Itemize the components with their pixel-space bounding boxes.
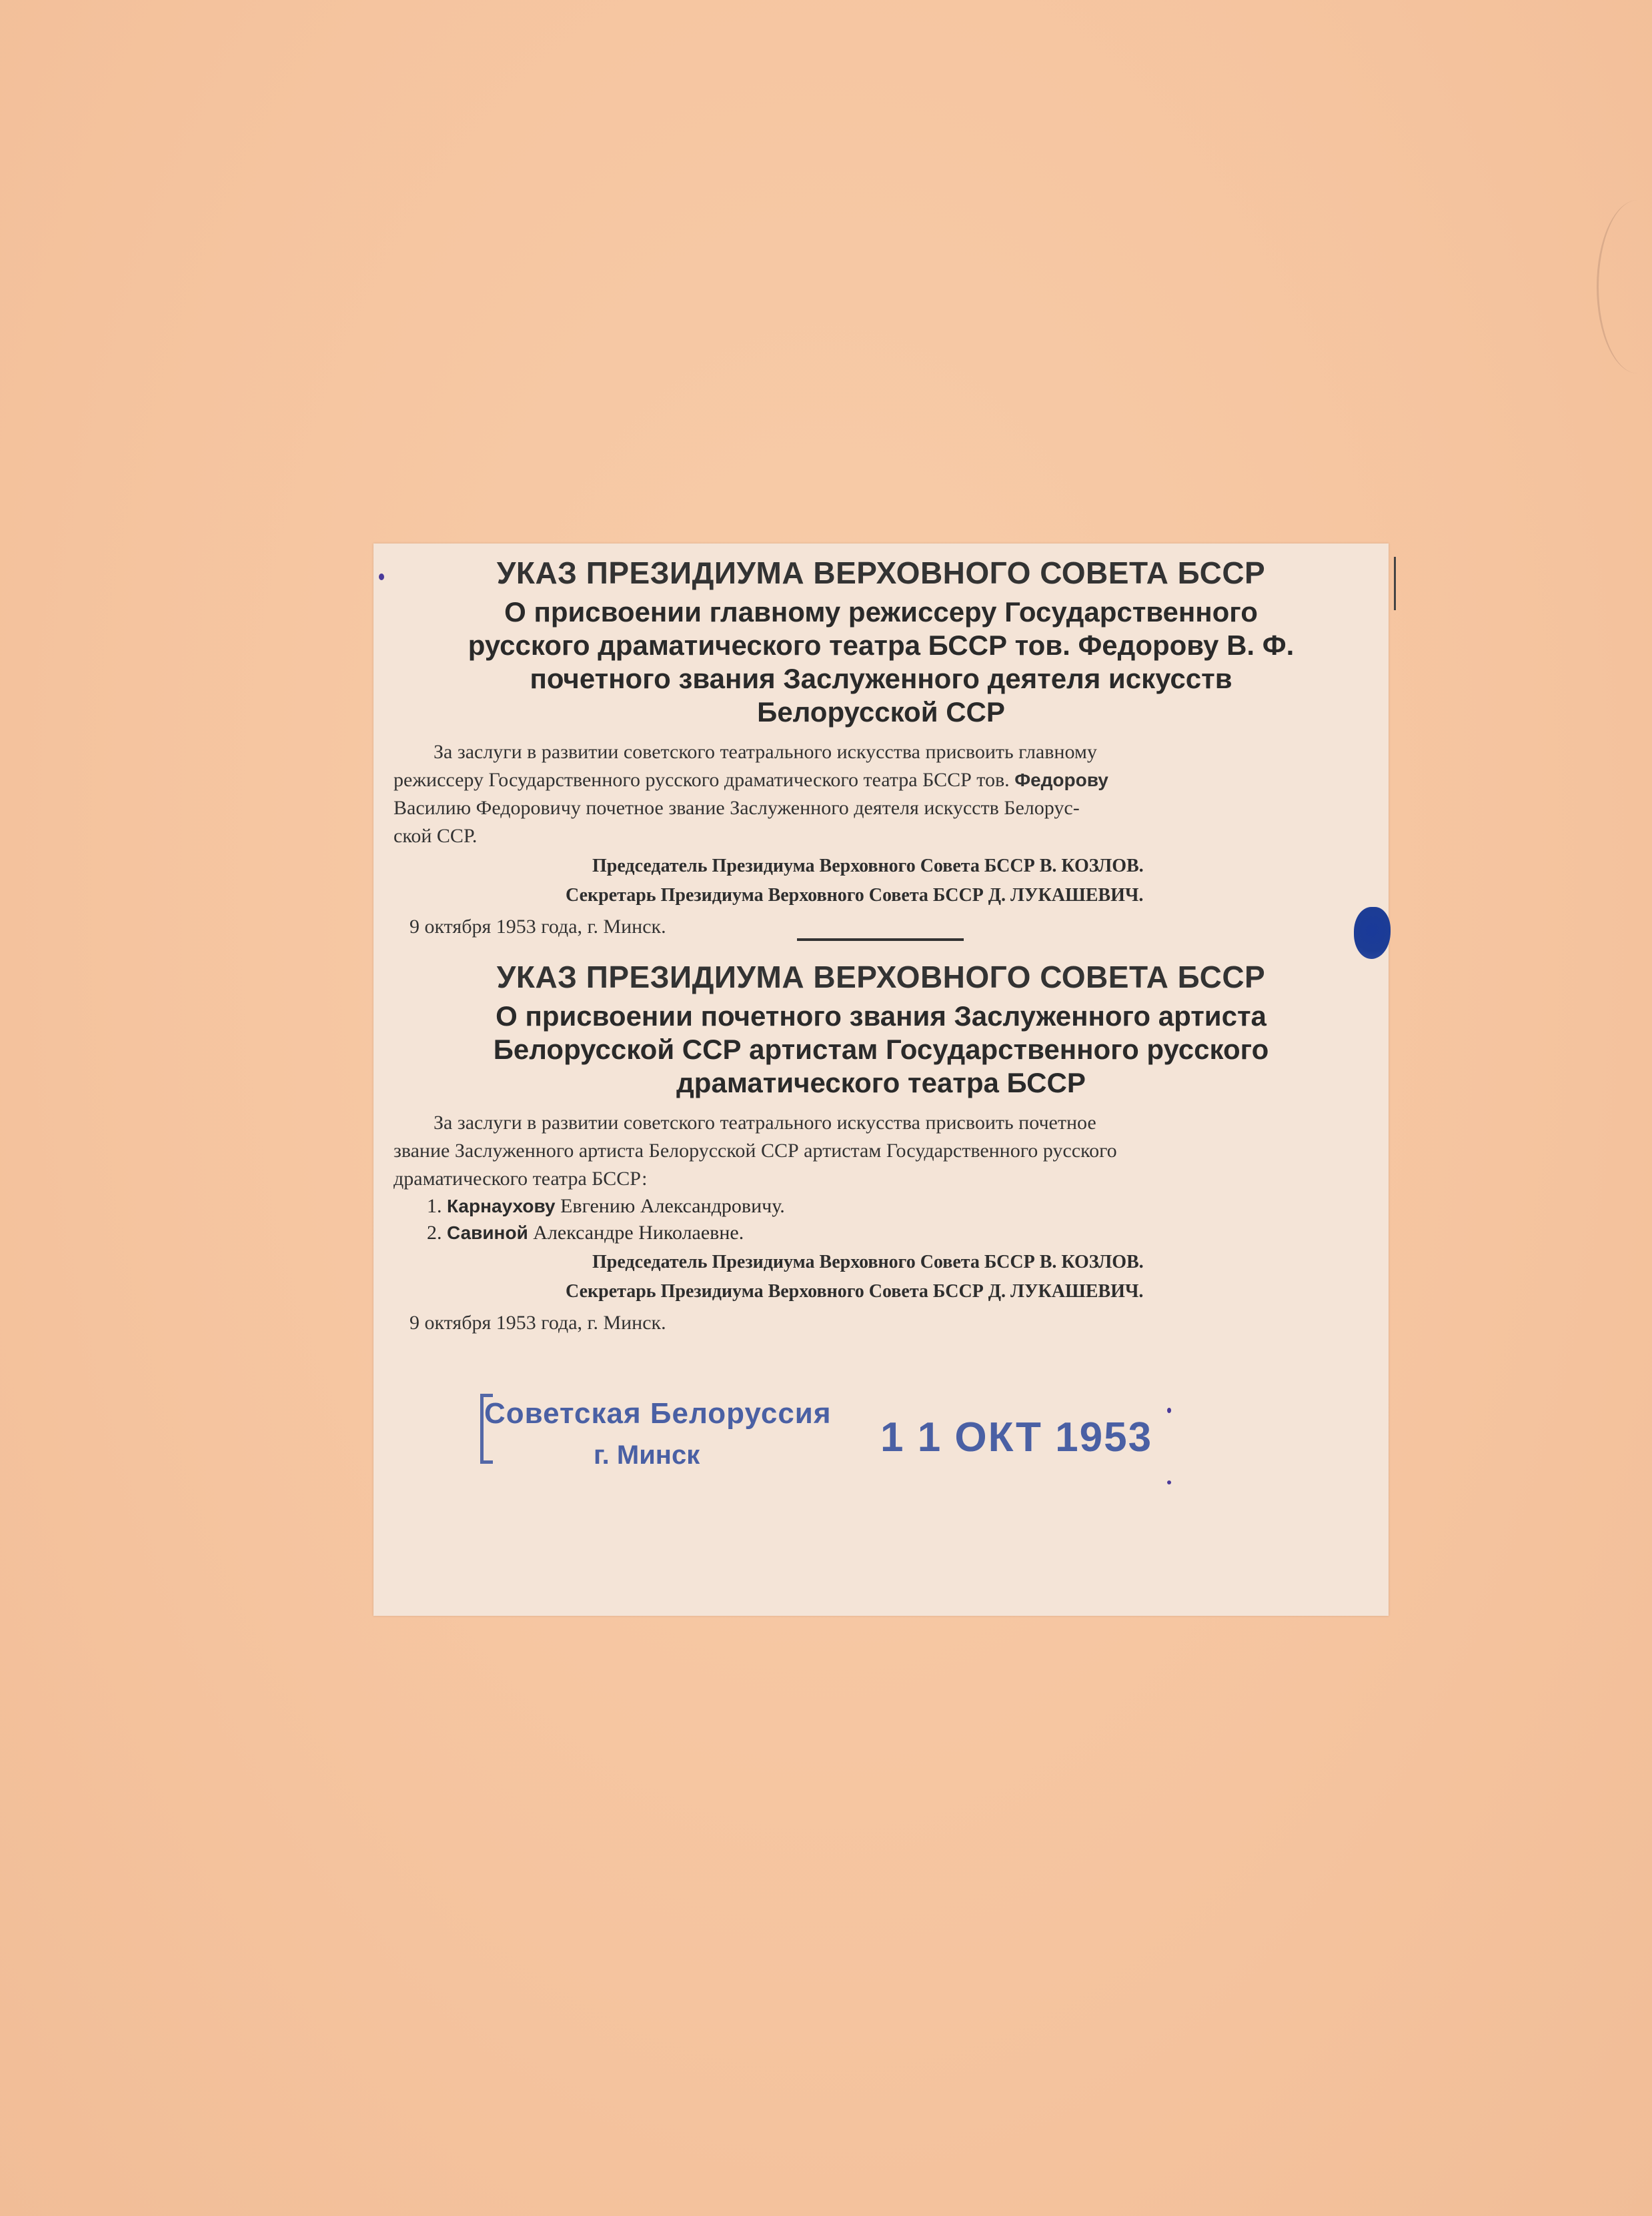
decree-2-subtitle <box>373 1000 1389 1100</box>
list-item <box>427 1220 1389 1246</box>
awardee-given-names: Евгению Александровичу. <box>555 1195 785 1217</box>
subtitle-line: О присвоении почетного звания Заслуженного артиста <box>496 1000 1267 1032</box>
body-line: драматического театра БССР: <box>393 1168 648 1190</box>
subtitle-line: русского драматического театра БССР тов. Федорову В. Ф. <box>468 630 1295 661</box>
decree-2-signatures <box>373 1248 1389 1306</box>
decree-1-heading: УКАЗ ПРЕЗИДИУМА ВЕРХОВНОГО СОВЕТА БССР <box>496 556 1266 590</box>
chairman-signature: Председатель Президиума Верховного Совета БССР В. КОЗЛОВ. <box>592 856 1144 876</box>
decree-2-date: 9 октября 1953 года, г. Минск. <box>409 1312 666 1334</box>
date-stamp: 1 1 ОКТ 1953 <box>880 1414 1153 1460</box>
body-line <box>393 766 1369 794</box>
newspaper-stamp-city: г. Минск <box>594 1440 700 1470</box>
subtitle-line: драматического театра БССР <box>676 1067 1086 1098</box>
awardee-list <box>373 1193 1389 1246</box>
decree-2-body <box>373 1109 1389 1193</box>
chairman-signature: Председатель Президиума Верховного Совета БССР В. КОЗЛОВ. <box>592 1252 1144 1272</box>
body-line: Василию Федоровичу почетное звание Заслуженного деятеля искусств Белорус- <box>393 797 1080 819</box>
ink-speck <box>1167 1408 1171 1413</box>
secretary-signature: Секретарь Президиума Верховного Совета БССР Д. ЛУКАШЕВИЧ. <box>566 1281 1144 1302</box>
decree-1-subtitle <box>373 596 1389 729</box>
ink-speck <box>379 574 384 580</box>
secretary-signature: Секретарь Президиума Верховного Совета БССР Д. ЛУКАШЕВИЧ. <box>566 885 1144 906</box>
awardee-given-names: Александре Николаевне. <box>528 1222 744 1244</box>
decree-1-signatures <box>373 852 1389 910</box>
body-line: ской ССР. <box>393 825 478 847</box>
decree-1-date: 9 октября 1953 года, г. Минск. <box>409 916 666 938</box>
section-divider <box>797 938 964 941</box>
margin-mark <box>1394 557 1396 610</box>
awardee-name: Федорову <box>1014 770 1108 790</box>
subtitle-line: почетного звания Заслуженного деятеля искусств <box>530 663 1232 694</box>
ink-blot <box>1354 907 1391 959</box>
subtitle-line: Белорусской ССР <box>757 696 1005 728</box>
body-line: За заслуги в развитии советского театрального искусства присвоить почетное <box>434 1112 1096 1134</box>
decree-1 <box>373 553 1389 941</box>
subtitle-line: Белорусской ССР артистам Государственного русского <box>493 1034 1269 1065</box>
body-text-span: режиссеру Государственного русского драматического театра БССР тов. <box>393 769 1015 791</box>
decree-2-heading: УКАЗ ПРЕЗИДИУМА ВЕРХОВНОГО СОВЕТА БССР <box>496 960 1266 994</box>
newspaper-stamp-name: Советская Белоруссия <box>484 1397 832 1430</box>
body-line: За заслуги в развитии советского театрального искусства присвоить главному <box>434 741 1097 763</box>
list-number: 2. <box>427 1222 442 1244</box>
subtitle-line: О присвоении главному режиссеру Государственного <box>504 596 1258 628</box>
decree-1-body <box>373 738 1389 850</box>
list-item <box>427 1193 1389 1220</box>
ink-speck <box>1167 1480 1171 1484</box>
awardee-surname: Савиной <box>447 1222 528 1243</box>
list-number: 1. <box>427 1195 442 1217</box>
decree-2 <box>373 957 1389 1337</box>
awardee-surname: Карнаухову <box>447 1196 556 1216</box>
body-line: звание Заслуженного артиста Белорусской ССР артистам Государственного русского <box>393 1140 1117 1162</box>
newspaper-clipping <box>373 543 1389 1616</box>
